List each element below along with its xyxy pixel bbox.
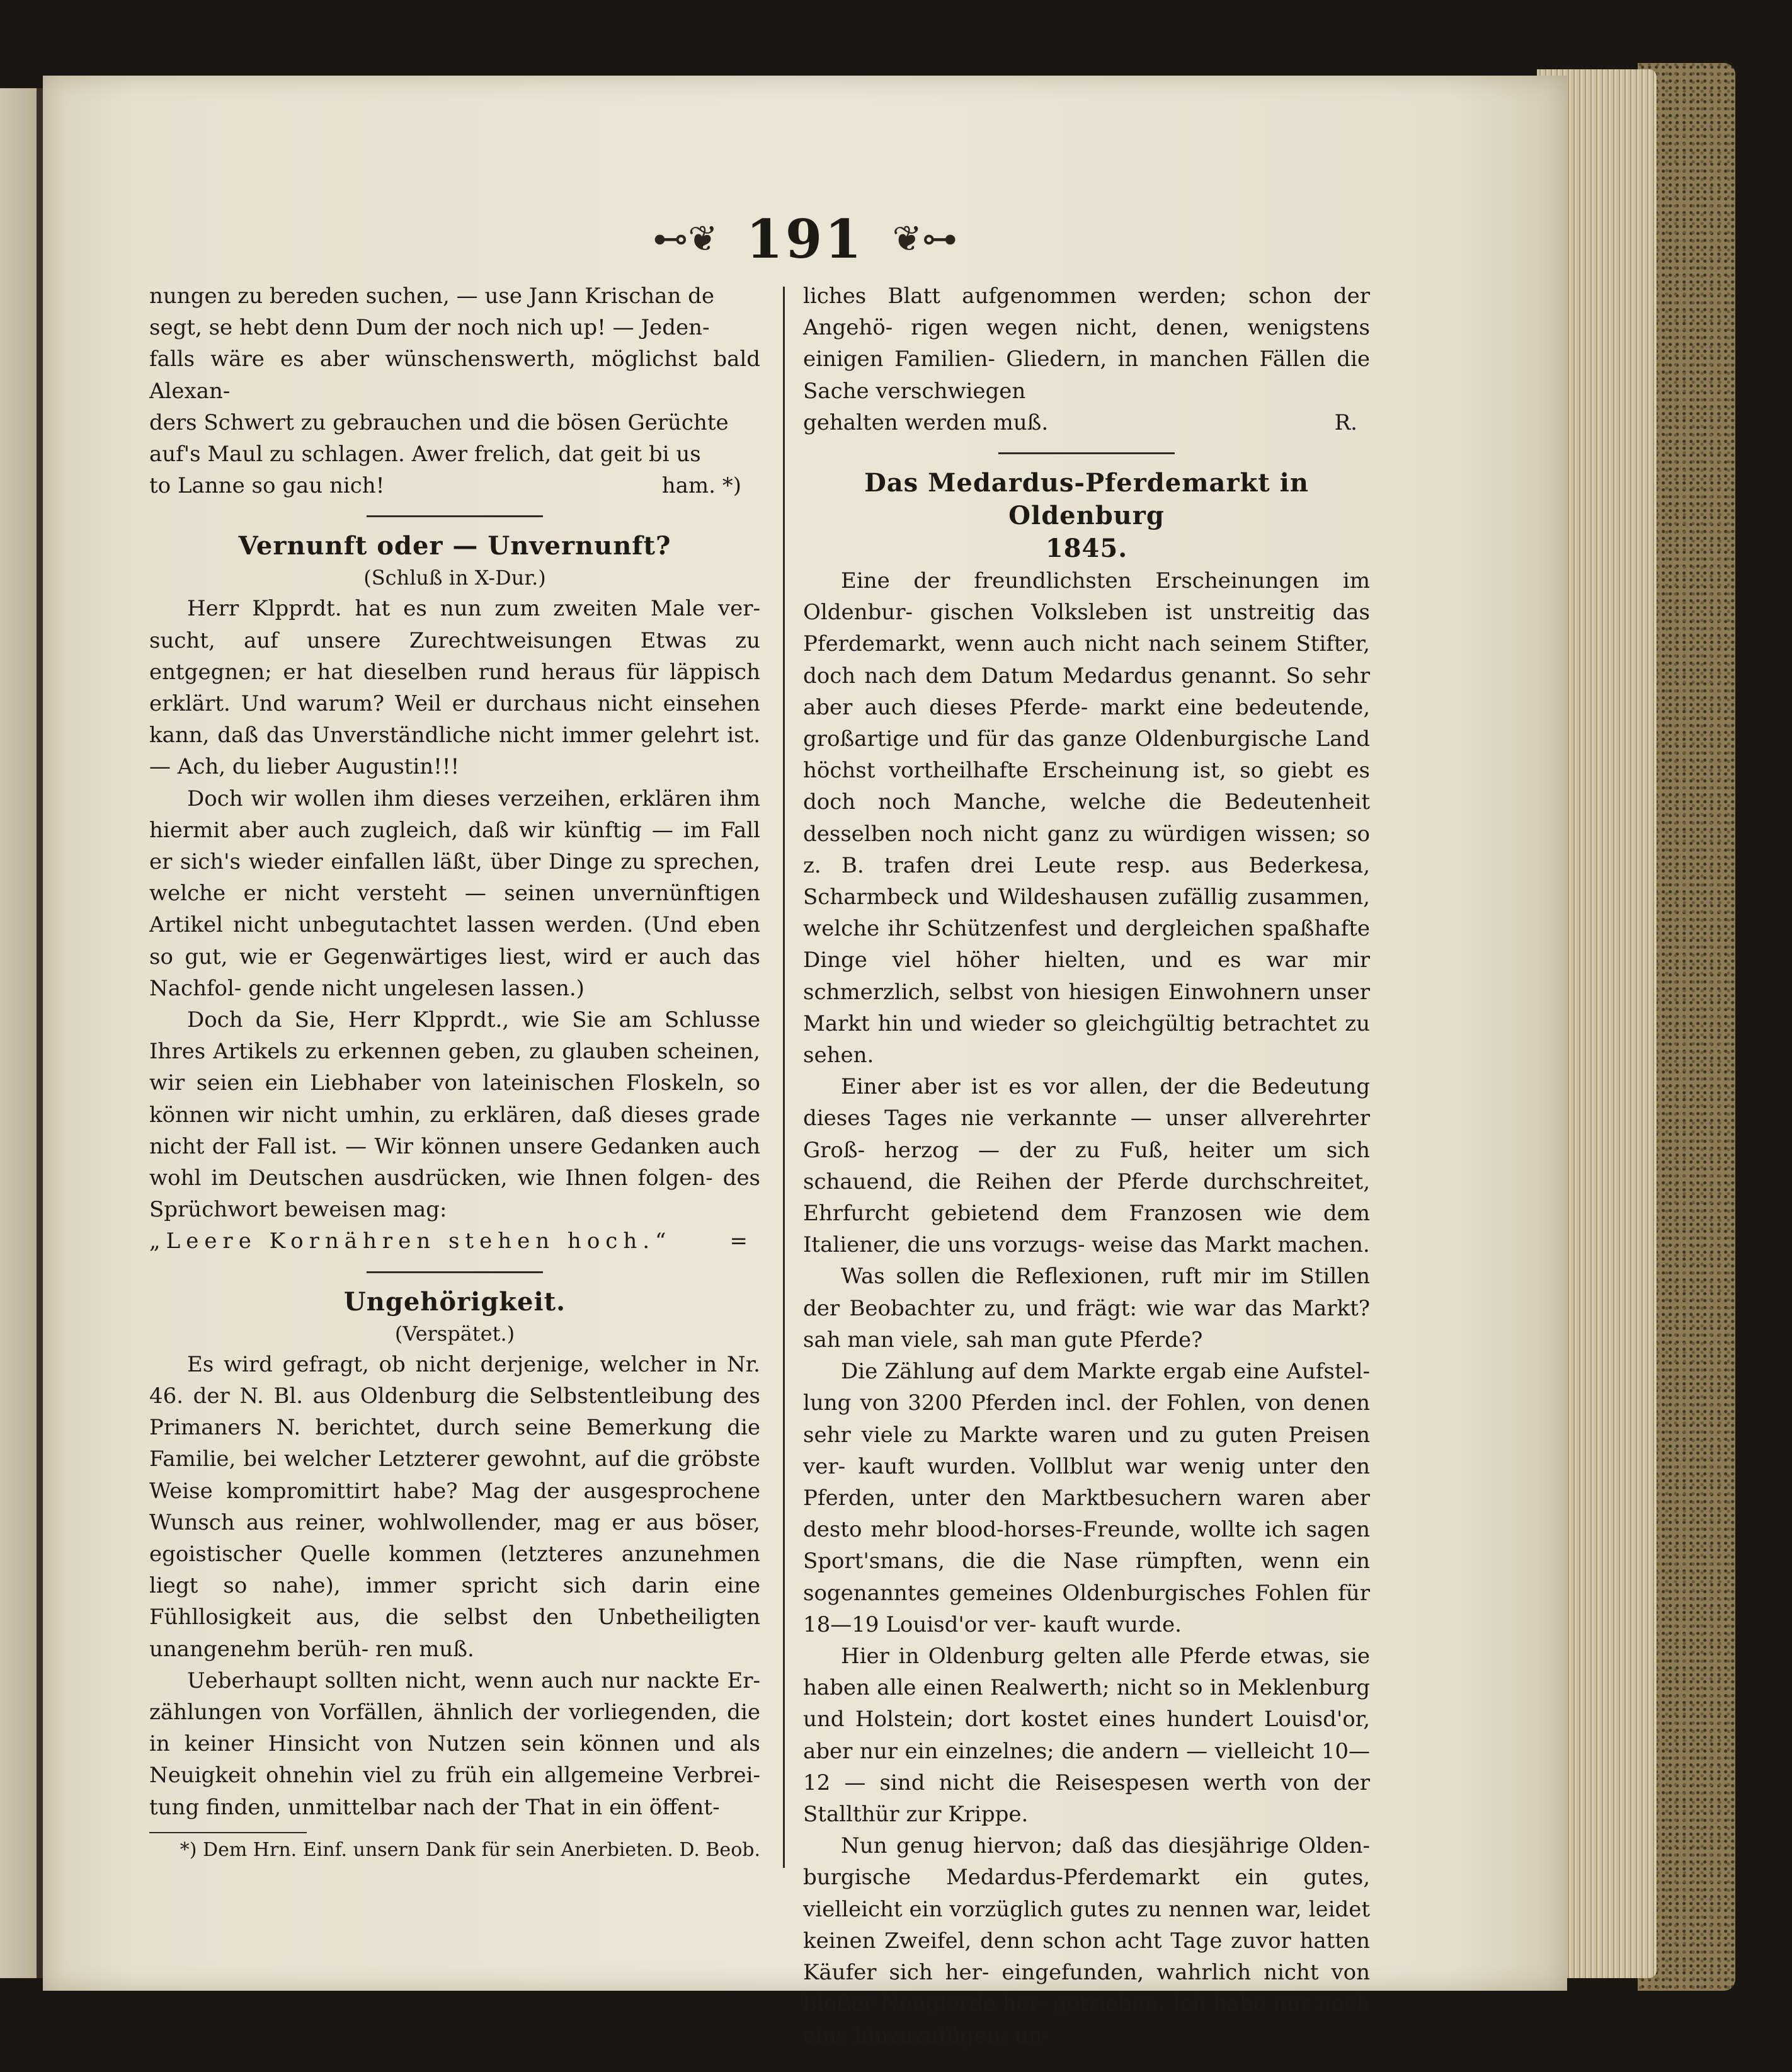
paragraph: Ueberhaupt sollten nicht, wenn auch nur nackte Er- zählungen von Vorfällen, ähnlich der vorliegenden, die in keiner Hinsicht von Nutzen sein können und als Neuigkeit ohnehin viel zu früh ein allgemeine Verbrei- tung finden, unmittelbar nach der That in ein öffent-	[149, 1668, 760, 1820]
paragraph: Doch da Sie, Herr Klpprdt., wie Sie am Schlusse Ihres Artikels zu erkennen geben, zu glauben scheinen, wir seien ein Liebhaber von lateinischen Floskeln, so können wir nicht umhin, zu erklären, daß dieses grade nicht der Fall ist. — Wir können unsere Gedanken auch wohl im Deutschen ausdrücken, wie Ihnen folgen- des Sprüchwort beweisen mag:	[149, 1007, 760, 1223]
ornament-right-icon: ❦⊶	[892, 219, 957, 260]
page-header	[43, 208, 1567, 270]
article-subtitle: (Verspätet.)	[394, 1321, 515, 1346]
footnote: *) Dem Hrn. Einf. unsern Dank für sein Anerbieten. D. Beob.	[180, 1838, 760, 1861]
section-divider	[367, 515, 543, 517]
section-divider	[367, 1271, 543, 1273]
paragraph: Eine der freundlichsten Erscheinungen im Oldenbur- gischen Volksleben ist unstreitig das Pferdemarkt, wenn auch nicht nach seinem Stifter, doch nach dem Datum Medardus genannt. So sehr aber auch dieses Pferde- markt eine bedeutende, großartige und für das ganze Oldenburgische Land höchst vortheilhafte Erscheinung ist, so giebt es doch noch Manche, welche die Bedeutenheit desselben noch nicht ganz zu würdigen wissen; so z. B. trafen drei Leute resp. aus Bederkesa, Scharmbeck und Wildeshausen zufällig zusammen, welche ihr Schützenfest und dergleichen spaßhafte Dinge viel höher hielten, und es war mir schmerzlich, selbst von hiesigen Einwohnern unser Markt hin und wieder so gleichgültig betrachtet zu sehen.	[803, 568, 1370, 1068]
ornament-left-icon: ⊷❦	[653, 219, 718, 260]
signature: =	[729, 1228, 748, 1254]
article-year: 1845.	[1045, 534, 1128, 564]
text-line: segt, se hebt denn Dum der noch nich up! — Jeden-	[149, 315, 710, 341]
text-line: to Lanne so gau nich!	[149, 473, 385, 499]
article-title: Ungehörigkeit.	[343, 1286, 566, 1317]
text-line-last	[803, 407, 1370, 438]
left-column	[149, 280, 760, 1863]
text-line-last	[149, 470, 760, 501]
page-number: 191	[746, 208, 864, 270]
signature: ham. *)	[661, 473, 741, 499]
text-line: ders Schwert zu gebrauchen und die bösen Gerüchte	[149, 409, 729, 435]
article-title: Das Medardus-Pferdemarkt in Oldenburg	[864, 468, 1309, 531]
text-line: gehalten werden muß.	[803, 409, 1049, 435]
section-divider	[998, 452, 1175, 454]
signature: R.	[1334, 409, 1357, 435]
paragraph: Hier in Oldenburg gelten alle Pferde etwas, sie haben alle einen Realwerth; nicht so in Meklenburg und Holstein; dort kostet eines hundert Louisd'or, aber nur ein einzelnes; die andern — vielleicht 10—12 — sind nicht die Reisespesen werth von der Stallthür zur Krippe.	[803, 1643, 1370, 1827]
paragraph: liches Blatt aufgenommen werden; schon der Angehö- rigen wegen nicht, denen, wenigstens einigen Familien- Gliedern, in manchen Fällen die Sache verschwiegen	[803, 283, 1370, 404]
paragraph: Die Zählung auf dem Markte ergab eine Aufstel- lung von 3200 Pferden incl. der Fohlen, von denen sehr viele zu Markte waren und zu guten Preisen ver- kauft wurden. Vollblut war wenig unter den Pferden, unter den Marktbesuchern waren aber desto mehr blood-horses-Freunde, wollte ich sagen Sport'smans, die die Nase rümpften, wenn ein sogenanntes gemeines Oldenburgisches Fohlen für 18—19 Louisd'or ver- kauft wurde.	[803, 1359, 1370, 1637]
paragraph: Herr Klpprdt. hat es nun zum zweiten Male ver- sucht, auf unsere Zurechtweisungen Etwas zu entgegnen; er hat dieselben rund heraus für läppisch erklärt. Und warum? Weil er durchaus nicht einsehen kann, daß das Unverständliche nicht immer gelehrt ist. — Ach, du lieber Augustin!!!	[149, 596, 760, 780]
intro-text	[149, 280, 760, 501]
footnote-divider	[149, 1832, 307, 1833]
proverb: „Leere Kornähren stehen hoch.“	[149, 1228, 672, 1254]
text-line: falls wäre es aber wünschenswerth, möglichst bald Alexan-	[149, 346, 760, 404]
column-divider	[783, 287, 785, 1868]
left-page-edge	[0, 88, 38, 1978]
paragraph: Nun genug hiervon; daß das diesjährige Olden- burgische Medardus-Pferdemarkt ein gutes, vielleicht ein vorzüglich gutes zu nennen war, leidet keinen Zweifel, denn schon acht Tage zuvor hatten Käufer sich her- eingefunden, wahrlich nicht von bloßer Neugierde her- getrieben. Ich habe nur noch eins hinzuzufügen: un-	[803, 1833, 1370, 2049]
article-subtitle: (Schluß in X-Dur.)	[363, 566, 546, 590]
article-title: Vernunft oder — Unvernunft?	[238, 531, 671, 561]
right-column	[803, 280, 1370, 2052]
text-line: nungen zu bereden suchen, — use Jann Krischan de	[149, 283, 715, 309]
paragraph: Es wird gefragt, ob nicht derjenige, welcher in Nr. 46. der N. Bl. aus Oldenburg die Selbstentleibung des Primaners N. berichtet, durch seine Bemerkung die Familie, bei welcher Letzterer gewohnt, auf die gröbste Weise kompromittirt habe? Mag der ausgesprochene Wunsch aus reiner, wohlwollender, mag er aus böser, egoistischer Quelle kommen (letzteres anzunehmen liegt so nahe), immer spricht sich darin eine Fühllosigkeit aus, die selbst den Unbetheiligten unangenehm berüh- ren muß.	[149, 1351, 760, 1662]
paragraph: Doch wir wollen ihm dieses verzeihen, erklären ihm hiermit aber auch zugleich, daß wir künftig — im Fall er sich's wieder einfallen läßt, über Dinge zu sprechen, welche er nicht versteht — seinen unvernünftigen Artikel nicht unbegutachtet lassen werden. (Und eben so gut, wie er Gegenwärtiges liest, wird er auch das Nachfol- gende nicht ungelesen lassen.)	[149, 786, 760, 1001]
proverb-line	[149, 1225, 760, 1257]
text-line: auf's Maul zu schlagen. Awer frelich, dat geit bi us	[149, 442, 701, 467]
paragraph: Einer aber ist es vor allen, der die Bedeutung dieses Tages nie verkannte — unser allverehrter Groß- herzog — der zu Fuß, heiter um sich schauend, die Reihen der Pferde durchschreitet, Ehrfurcht gebietend dem Franzosen wie dem Italiener, die uns vorzugs- weise das Markt machen.	[803, 1074, 1370, 1258]
paragraph: Was sollen die Reflexionen, ruft mir im Stillen der Beobachter zu, und frägt: wie war das Markt? sah man viele, sah man gute Pferde?	[803, 1264, 1370, 1353]
